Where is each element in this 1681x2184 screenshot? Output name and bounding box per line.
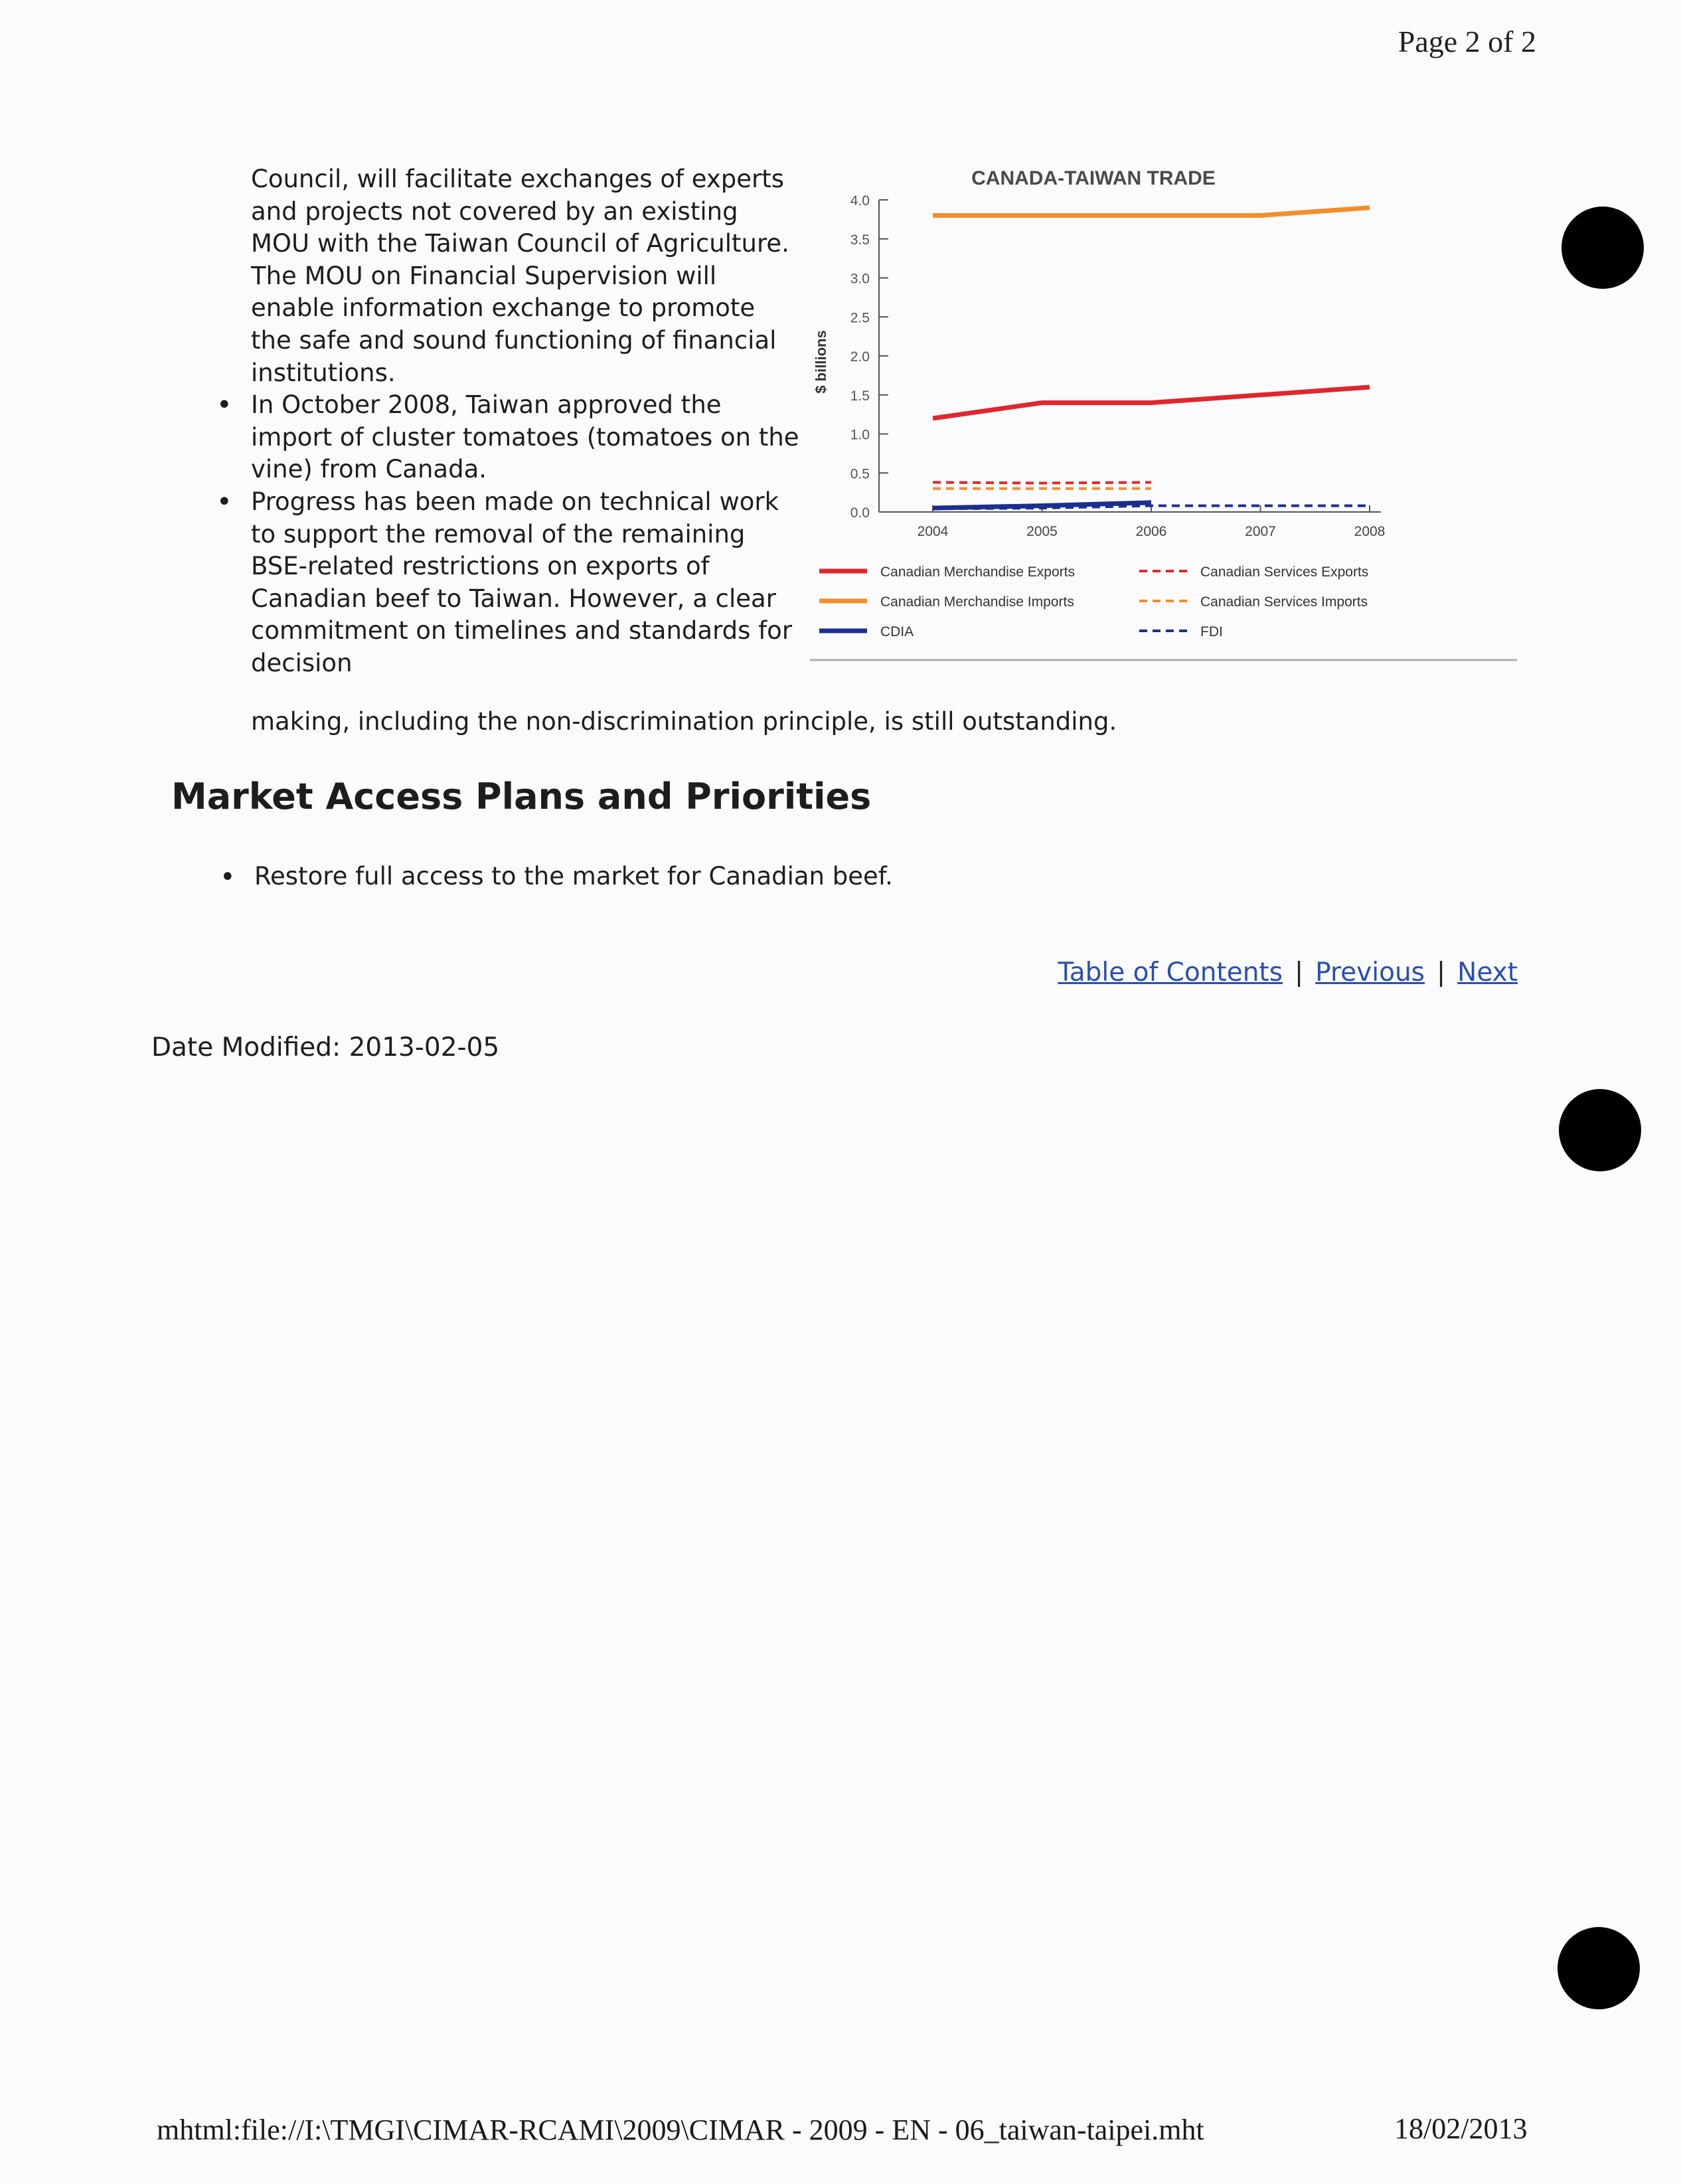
x-tick-label: 2005 [1026, 524, 1058, 539]
legend-label: Canadian Services Imports [1200, 594, 1368, 610]
previous-link[interactable]: Previous [1315, 958, 1425, 987]
next-link[interactable]: Next [1457, 958, 1518, 987]
y-tick-label: 2.5 [850, 310, 870, 326]
punch-hole [1561, 207, 1644, 289]
bullet-item: • In October 2008, Taiwan approved the import of cluster tomatoes (tomatoes on the vine) from Canada. [251, 389, 802, 486]
bullet-item: • Progress has been made on technical work to support the removal of the remaining BSE-related restrictions on exports of Canadian beef to Taiwan. However, a clear commitment on timelines and standards for decision [251, 486, 802, 680]
date-modified: Date Modified: 2013-02-05 [151, 1033, 500, 1062]
footer-date: 18/02/2013 [1394, 2112, 1528, 2145]
series-line-3 [933, 482, 1151, 483]
y-tick-label: 2.0 [850, 349, 870, 365]
legend-label: Canadian Services Exports [1200, 564, 1369, 580]
nav-separator: | [1437, 958, 1446, 987]
x-tick-label: 2007 [1245, 524, 1276, 539]
nav-separator: | [1295, 958, 1304, 987]
x-tick-label: 2008 [1354, 524, 1386, 539]
y-tick-label: 3.5 [850, 232, 870, 248]
table-of-contents-link[interactable]: Table of Contents [1058, 958, 1283, 987]
y-tick-label: 0.0 [850, 505, 870, 521]
chart-title: CANADA-TAIWAN TRADE [971, 167, 1216, 189]
footer-file-path: mhtml:file://I:\TMGI\CIMAR-RCAMI\2009\CIMAR - 2009 - EN - 06_taiwan-taipei.mht [157, 2114, 1204, 2146]
body-text [251, 163, 802, 680]
section-title: Market Access Plans and Priorities [171, 776, 872, 817]
trade-chart [797, 159, 1520, 677]
x-tick-label: 2004 [917, 524, 949, 539]
y-tick-label: 4.0 [850, 193, 870, 209]
chart-axes [850, 193, 1386, 539]
chart-legend [819, 564, 1368, 639]
punch-hole [1558, 1927, 1640, 2009]
paragraph: Council, will facilitate exchanges of experts and projects not covered by an existing MOU with the Taiwan Council of Agriculture. The MOU on Financial Supervision will enable information exchange to promote the safe and sound functioning of financial institutions. [251, 165, 789, 387]
bullet-continuation: making, including the non-discrimination principle, is still outstanding. [251, 707, 1117, 736]
legend-label: Canadian Merchandise Exports [880, 564, 1075, 580]
legend-label: Canadian Merchandise Imports [880, 594, 1074, 610]
y-tick-label: 3.0 [850, 271, 870, 287]
page-number: Page 2 of 2 [1398, 25, 1536, 58]
list-item: • Restore full access to the market for Canadian beef. [254, 862, 893, 890]
series-line-1 [933, 208, 1370, 216]
legend-label: FDI [1200, 624, 1223, 639]
x-tick-label: 2006 [1135, 524, 1167, 539]
page-navigation [1058, 958, 1518, 987]
y-axis-label: $ billions [813, 330, 829, 394]
legend-label: CDIA [880, 624, 914, 639]
y-tick-label: 0.5 [850, 466, 870, 482]
chart-lines [933, 208, 1370, 509]
series-line-0 [933, 387, 1370, 418]
y-tick-label: 1.0 [850, 427, 870, 443]
y-tick-label: 1.5 [850, 388, 870, 404]
punch-hole [1559, 1089, 1641, 1171]
